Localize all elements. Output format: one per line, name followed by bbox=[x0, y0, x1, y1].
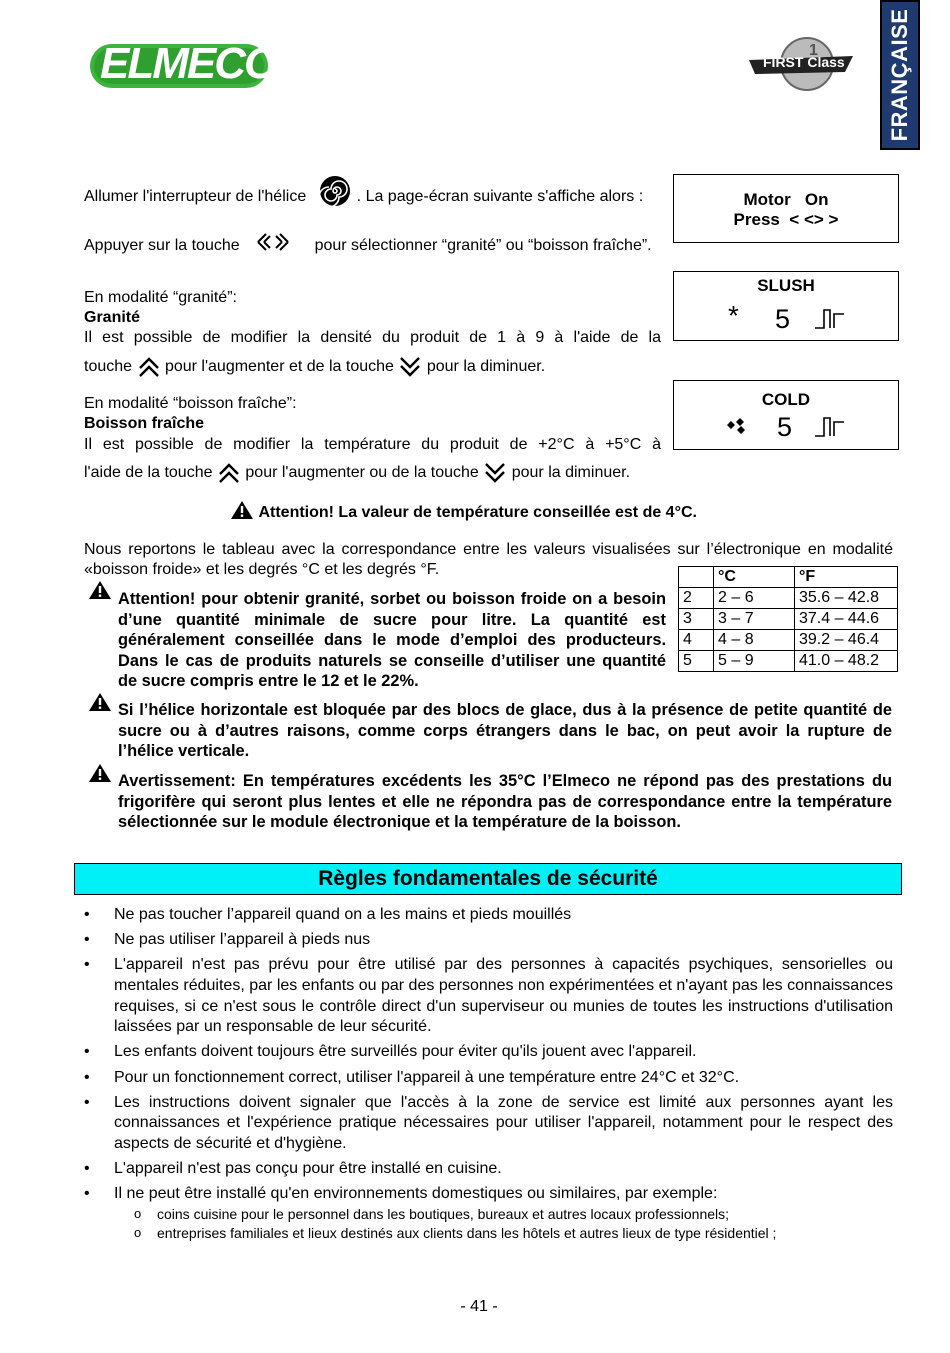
snowflake-cluster-icon bbox=[726, 417, 748, 440]
warning-icon bbox=[88, 763, 112, 788]
table-cell: 37.4 – 44.6 bbox=[795, 609, 898, 630]
granite-key-text: touche bbox=[84, 358, 133, 376]
list-item: • Pour un fonctionnement correct, utiliser l'appareil à une température entre 24°C et 32°C. bbox=[84, 1068, 893, 1089]
motor-display-panel bbox=[673, 174, 899, 243]
list-item bbox=[84, 1184, 893, 1243]
intro-paragraph-2 bbox=[84, 236, 661, 256]
safety-list-container bbox=[84, 905, 893, 1243]
granite-key-line bbox=[84, 354, 545, 380]
cold-value: 5 bbox=[777, 412, 793, 442]
cold-key-line bbox=[84, 460, 630, 486]
granite-text: Il est possible de modifier la densité du produit de 1 à 9 à l'aide de la bbox=[84, 329, 661, 346]
table-cell: 3 – 7 bbox=[714, 609, 795, 630]
table-header bbox=[679, 567, 714, 588]
table-cell: 35.6 – 42.8 bbox=[795, 588, 898, 609]
safety-list bbox=[84, 905, 893, 1243]
table-row bbox=[679, 609, 898, 630]
table-row bbox=[679, 651, 898, 672]
table-cell: 4 bbox=[679, 630, 714, 651]
chevron-up-icon bbox=[217, 460, 241, 486]
chevron-up-icon bbox=[137, 354, 161, 380]
language-tab bbox=[880, 0, 920, 150]
intro-text: Appuyer sur la touche bbox=[84, 237, 240, 254]
list-item: • Ne pas utiliser l’appareil à pieds nus bbox=[84, 930, 893, 951]
conversion-table bbox=[678, 566, 898, 672]
cold-mode-label: En modalité “boisson fraîche”: bbox=[84, 395, 297, 412]
attention-temp bbox=[230, 500, 697, 525]
table-cell: 3 bbox=[679, 609, 714, 630]
slush-title: SLUSH bbox=[757, 276, 815, 295]
table-cell: 4 – 8 bbox=[714, 630, 795, 651]
list-item: • Les enfants doivent toujours être surveillés pour éviter qu'ils jouent avec l'appareil. bbox=[84, 1042, 893, 1063]
cold-key-text: l'aide de la touche bbox=[84, 464, 213, 482]
badge-text: FIRST Class bbox=[763, 54, 845, 70]
slush-value: 5 bbox=[775, 304, 791, 334]
sugar-warning: Attention! pour obtenir granité, sorbet ou boisson froide on a besoin d’une quantité minimale de sucre pour litre. La quantité est généralement conseillée dans le mode d’emploi des producteurs. Dans le cas de produits naturels se conseille d’utiliser une quantité de sucre compris entre le 12 et le 22%. bbox=[118, 590, 666, 691]
chevron-down-icon bbox=[483, 460, 507, 486]
intro-paragraph-1 bbox=[84, 187, 661, 207]
page-number: - 41 - bbox=[460, 1298, 498, 1315]
auger-spiral-icon bbox=[319, 175, 351, 207]
warning-icon bbox=[88, 692, 112, 717]
table-row bbox=[679, 588, 898, 609]
table-header: °C bbox=[714, 567, 795, 588]
list-item: • Ne pas toucher l’appareil quand on a les mains et pieds mouillés bbox=[84, 905, 893, 926]
table-cell: 2 bbox=[679, 588, 714, 609]
list-item: • L'appareil n'est pas prévu pour être utilisé par des personnes à capacités psychiques, sensorielles ou mentales réduites, par les enfants ou par des personnes non expérimentées et n'ayant pas les connaissances requises, si ce n'est sous le contrôle direct d'un superviseur ou munies de toutes les instructions d'utilisation laissées par un responsable de leur sécurité. bbox=[84, 955, 893, 1037]
table-cell: 41.0 – 48.2 bbox=[795, 651, 898, 672]
language-tab-label: FRANÇAISE bbox=[887, 8, 912, 142]
badge-number: 1 bbox=[809, 42, 818, 59]
granite-title: Granité bbox=[84, 309, 141, 326]
table-header: °F bbox=[795, 567, 898, 588]
logo-text: ELMECO bbox=[100, 39, 277, 88]
cold-key-text: pour l'augmenter ou de la touche bbox=[245, 464, 479, 482]
slush-display-panel bbox=[673, 271, 899, 341]
sub-list-item: o coins cuisine pour le personnel dans les boutiques, bureaux et autres locaux professionnels; bbox=[134, 1205, 893, 1224]
cold-title: Boisson fraîche bbox=[84, 415, 205, 432]
cold-panel-title: COLD bbox=[761, 390, 811, 409]
list-item: • Les instructions doivent signaler que l'accès à la zone de service est limité aux personnes ayant les connaissances et l'expérience pratique nécessaires pour utiliser l'appareil, notamment pour le respect des aspects de sécurité et d'hygiène. bbox=[84, 1093, 893, 1155]
cold-text: Il est possible de modifier la température du produit de +2°C à +5°C à bbox=[84, 436, 661, 453]
warning-icon bbox=[88, 580, 112, 605]
chevron-down-icon bbox=[398, 354, 422, 380]
intro-text: . La page-écran suivante s'affiche alors : bbox=[356, 188, 644, 206]
auger-warning: Si l’hélice horizontale est bloquée par des blocs de glace, dus à la présence de petite quantité de sucre ou à d’autres raisons, comme corps étrangers dans le bac, on peut avoir la rupture de l’hélice verticale. bbox=[118, 701, 892, 761]
motor-line-2: Press < <> > bbox=[733, 210, 839, 229]
elmeco-logo bbox=[88, 39, 277, 92]
cold-display-panel bbox=[673, 380, 899, 450]
granite-mode-label: En modalité “granité”: bbox=[84, 289, 237, 306]
table-cell: 5 – 9 bbox=[714, 651, 795, 672]
motor-line-1: Motor On bbox=[743, 190, 829, 209]
granite-key-text: pour la diminuer. bbox=[426, 358, 546, 376]
intro-text: Allumer l'interrupteur de l'hélice bbox=[84, 188, 307, 206]
select-arrows-icon bbox=[256, 232, 290, 252]
attention-temp-text: Attention! La valeur de température conseillée est de 4°C. bbox=[258, 504, 697, 521]
table-header-row bbox=[679, 567, 898, 588]
table-row bbox=[679, 630, 898, 651]
list-item: • L'appareil n'est pas conçu pour être installé en cuisine. bbox=[84, 1159, 893, 1180]
cold-key-text: pour la diminuer. bbox=[511, 464, 631, 482]
safety-section-title: Règles fondamentales de sécurité bbox=[74, 863, 902, 895]
safety-sublist bbox=[134, 1205, 893, 1243]
list-item-text: Il ne peut être installé qu'en environnements domestiques ou similaires, par exemple: bbox=[114, 1185, 718, 1203]
table-intro: Nous reportons le tableau avec la correspondance entre les valeurs visualisées sur l’électronique en modalité «boisson froide» et les degrés °C et les degrés °F. bbox=[84, 541, 893, 578]
table-cell: 2 – 6 bbox=[714, 588, 795, 609]
intro-text: pour sélectionner “granité” ou “boisson fraîche”. bbox=[314, 237, 652, 254]
table-cell: 5 bbox=[679, 651, 714, 672]
table-cell: 39.2 – 46.4 bbox=[795, 630, 898, 651]
warning-icon bbox=[230, 500, 254, 520]
step-icon bbox=[814, 412, 846, 445]
sub-list-item: o entreprises familiales et lieux destinés aux clients dans les hôtels et autres lieux de type résidentiel ; bbox=[134, 1224, 893, 1243]
temperature-warning: Avertissement: En températures excédents les 35°C l’Elmeco ne répond pas des prestations du frigorifère qui seront plus lentes et elle ne répondra pas de correspondance entre la température sélectionnée sur le module électronique et la température de la boisson. bbox=[118, 772, 892, 832]
first-class-badge bbox=[745, 36, 857, 92]
slush-symbol: * bbox=[728, 300, 739, 331]
step-icon bbox=[814, 304, 846, 337]
granite-key-text: pour l'augmenter et de la touche bbox=[164, 358, 394, 376]
